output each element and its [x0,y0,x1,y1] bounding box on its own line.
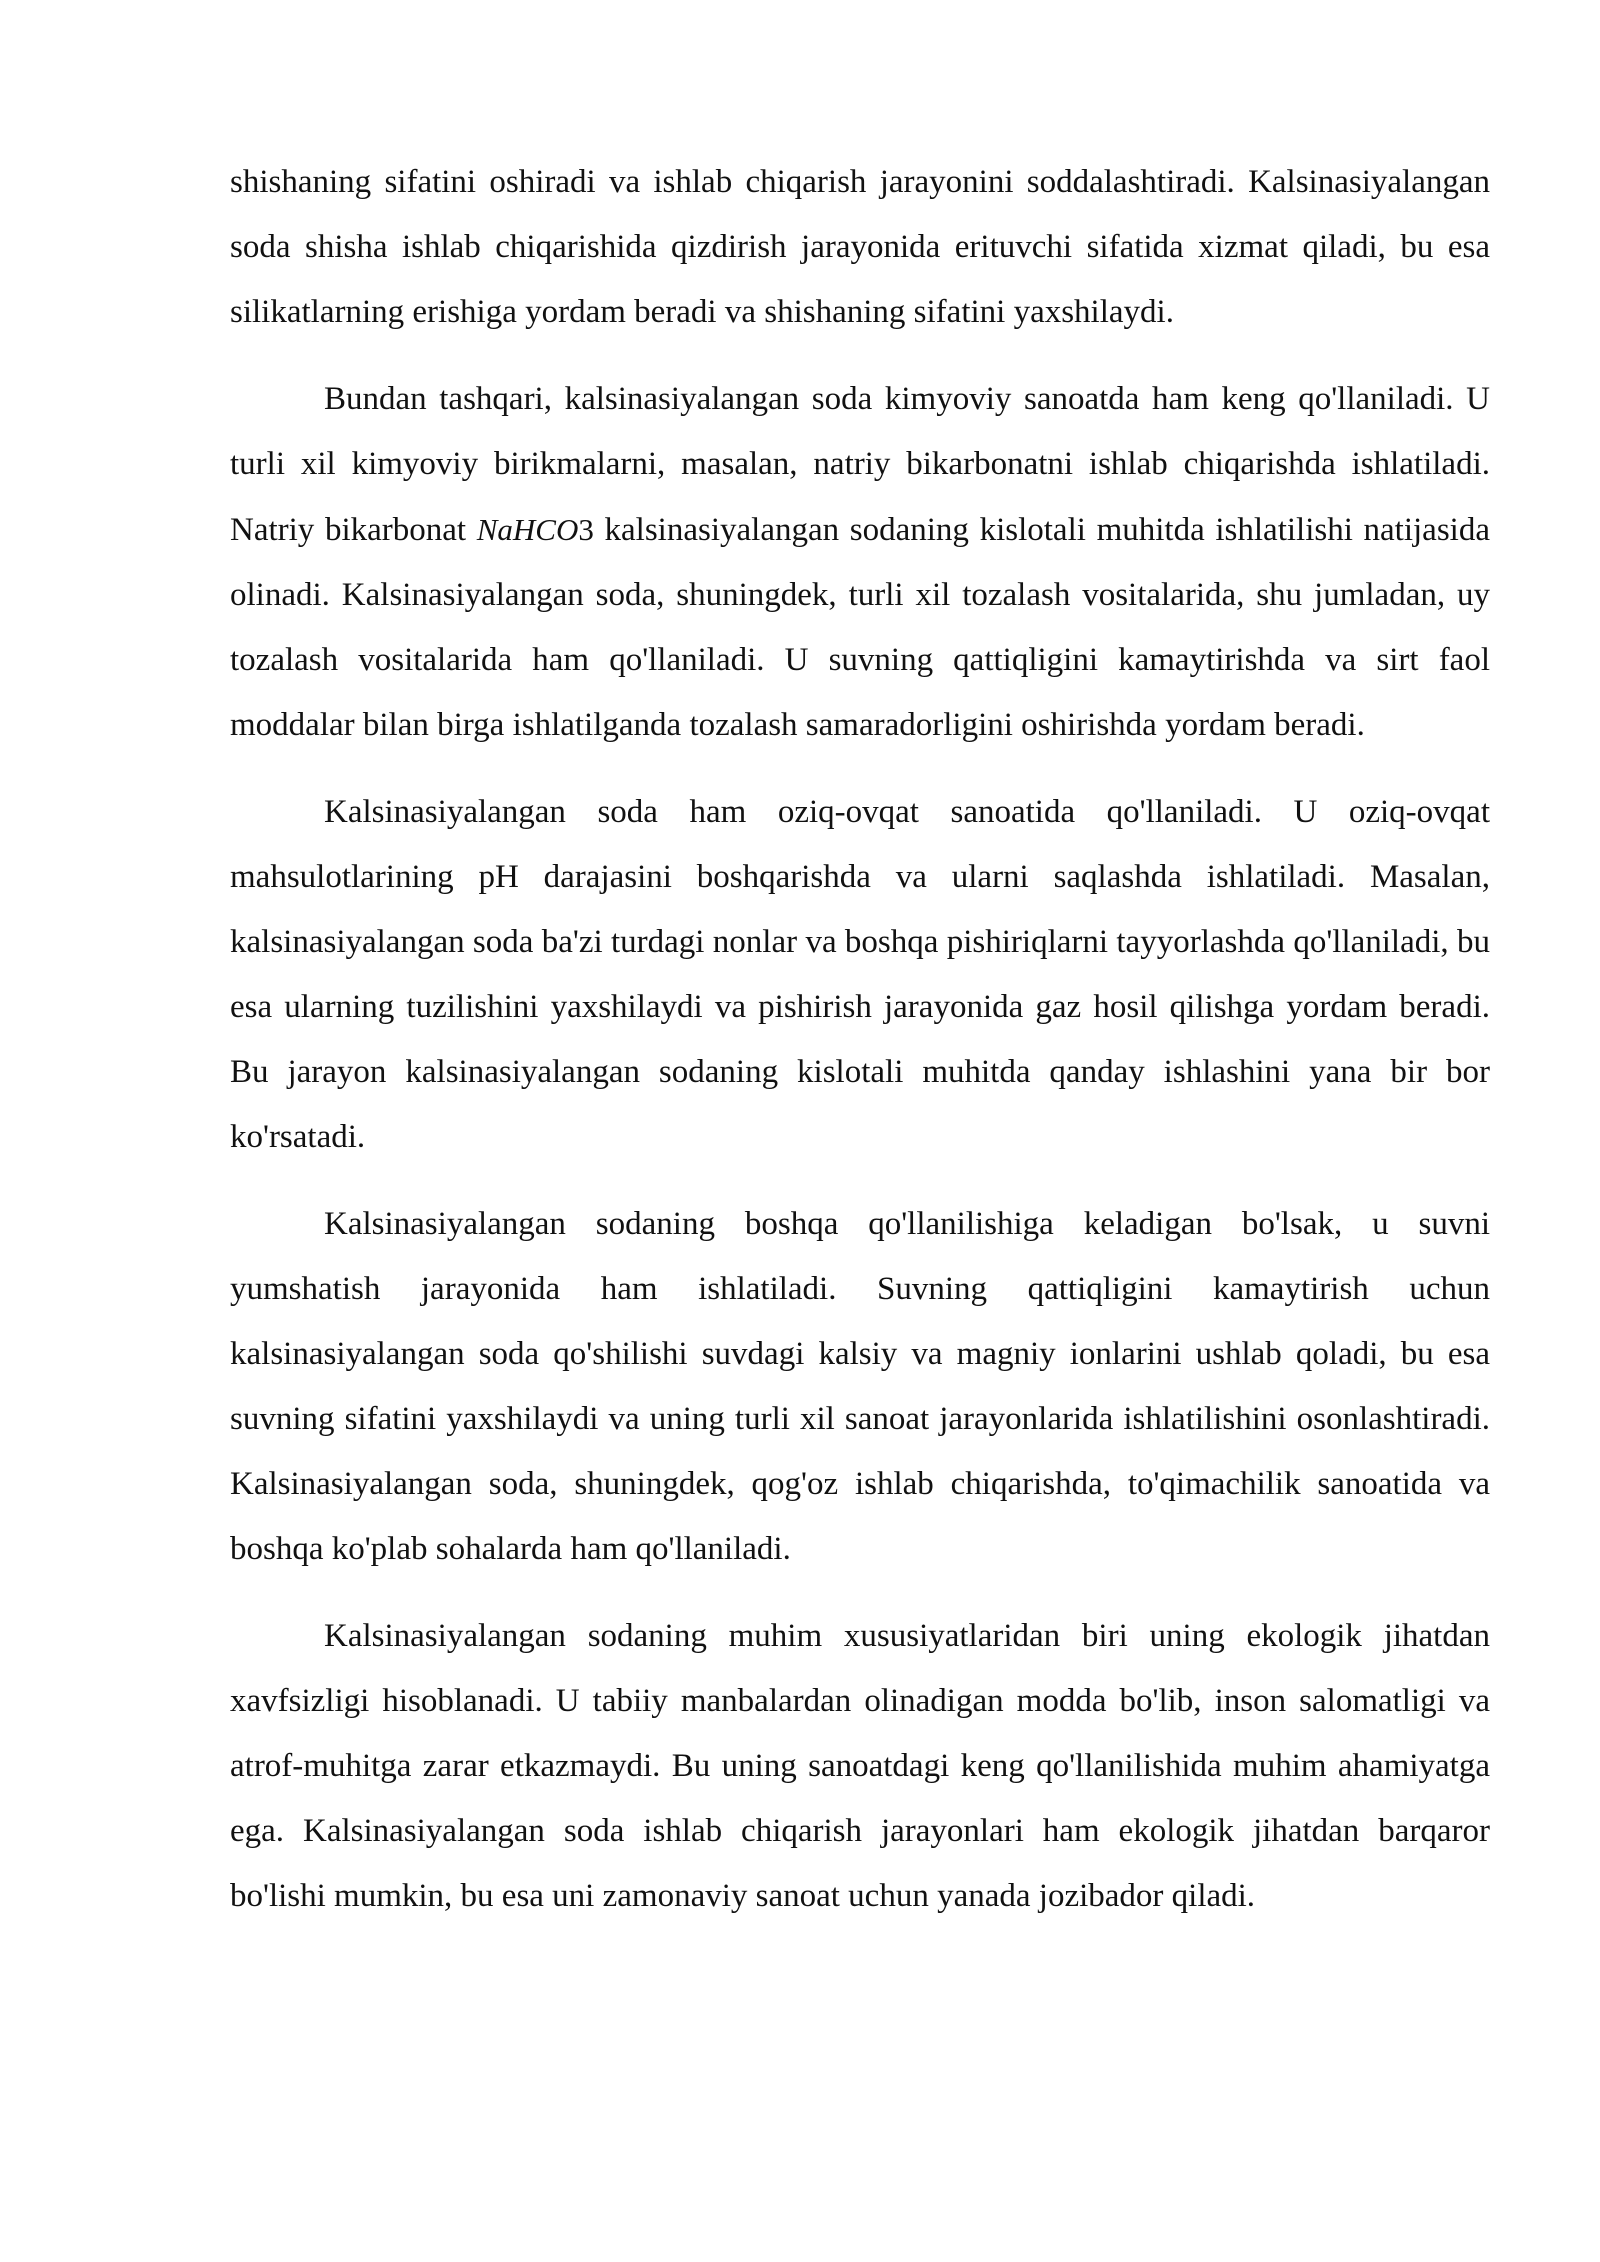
paragraph-3: Kalsinasiyalangan soda ham oziq-ovqat sanoatida qo'llaniladi. U oziq-ovqat mahsulotlarining pH darajasini boshqarishda va ularni saqlashda ishlatiladi. Masalan, kalsinasiyalangan soda ba'zi turdagi nonlar va boshqa pishiriqlarni tayyorlashda qo'llaniladi, bu esa ularning tuzilishini yaxshilaydi va pishirish jarayonida gaz hosil qilishga yordam beradi. Bu jarayon kalsinasiyalangan sodaning kislotali muhitda qanday ishlashini yana bir bor ko'rsatadi. [230,794,1490,1155]
formula-letters: NaHCO [476,512,579,547]
paragraph-4: Kalsinasiyalangan sodaning boshqa qo'llanilishiga keladigan bo'lsak, u suvni yumshatish jarayonida ham ishlatiladi. Suvning qattiqligini kamaytirish uchun kalsinasiyalangan soda qo'shilishi suvdagi kalsiy va magniy ionlarini ushlab qoladi, bu esa suvning sifatini yaxshilaydi va uning turli xil sanoat jarayonlarida ishlatilishini osonlashtiradi. Kalsinasiyalangan soda, shuningdek, qog'oz ishlab chiqarishda, to'qimachilik sanoatida va boshqa ko'plab sohalarda ham qo'llaniladi. [230,1206,1490,1567]
paragraph-2 [230,367,1490,758]
paragraph-5: Kalsinasiyalangan sodaning muhim xususiyatlaridan biri uning ekologik jihatdan xavfsizligi hisoblanadi. U tabiiy manbalardan olinadigan modda bo'lib, inson salomatligi va atrof-muhitga zarar etkazmaydi. Bu uning sanoatdagi keng qo'llanilishida muhim ahamiyatga ega. Kalsinasiyalangan soda ishlab chiqarish jarayonlari ham ekologik jihatdan barqaror bo'lishi mumkin, bu esa uni zamonaviy sanoat uchun yanada jozibador qiladi. [230,1618,1490,1914]
paragraph-2-text-after: kalsinasiyalangan sodaning kislotali muhitda ishlatilishi natijasida olinadi. Kalsinasiyalangan soda, shuningdek, turli xil tozalash vositalarida, shu jumladan, uy tozalash vositalarida ham qo'llaniladi. U suvning qattiqligini kamaytirishda va sirt faol moddalar bilan birga ishlatilganda tozalash samaradorligini oshirishda yordam beradi. [230,512,1490,743]
chemical-formula [477,512,594,547]
document-body [230,150,1490,1951]
paragraph-1: shishaning sifatini oshiradi va ishlab chiqarish jarayonini soddalashtiradi. Kalsinasiyalangan soda shisha ishlab chiqarishida qizdirish jarayonida erituvchi sifatida xizmat qiladi, bu esa silikatlarning erishiga yordam beradi va shishaning sifatini yaxshilaydi. [230,164,1490,330]
paragraph-2-text-before: Bundan tashqari, kalsinasiyalangan soda kimyoviy sanoatda ham keng qo'llaniladi. U turli xil kimyoviy birikmalarni, masalan, natriy bikarbonatni ishlab chiqarishda ishlatiladi. Natriy bikarbonat [230,381,1490,548]
formula-digit: 3 [578,512,594,547]
